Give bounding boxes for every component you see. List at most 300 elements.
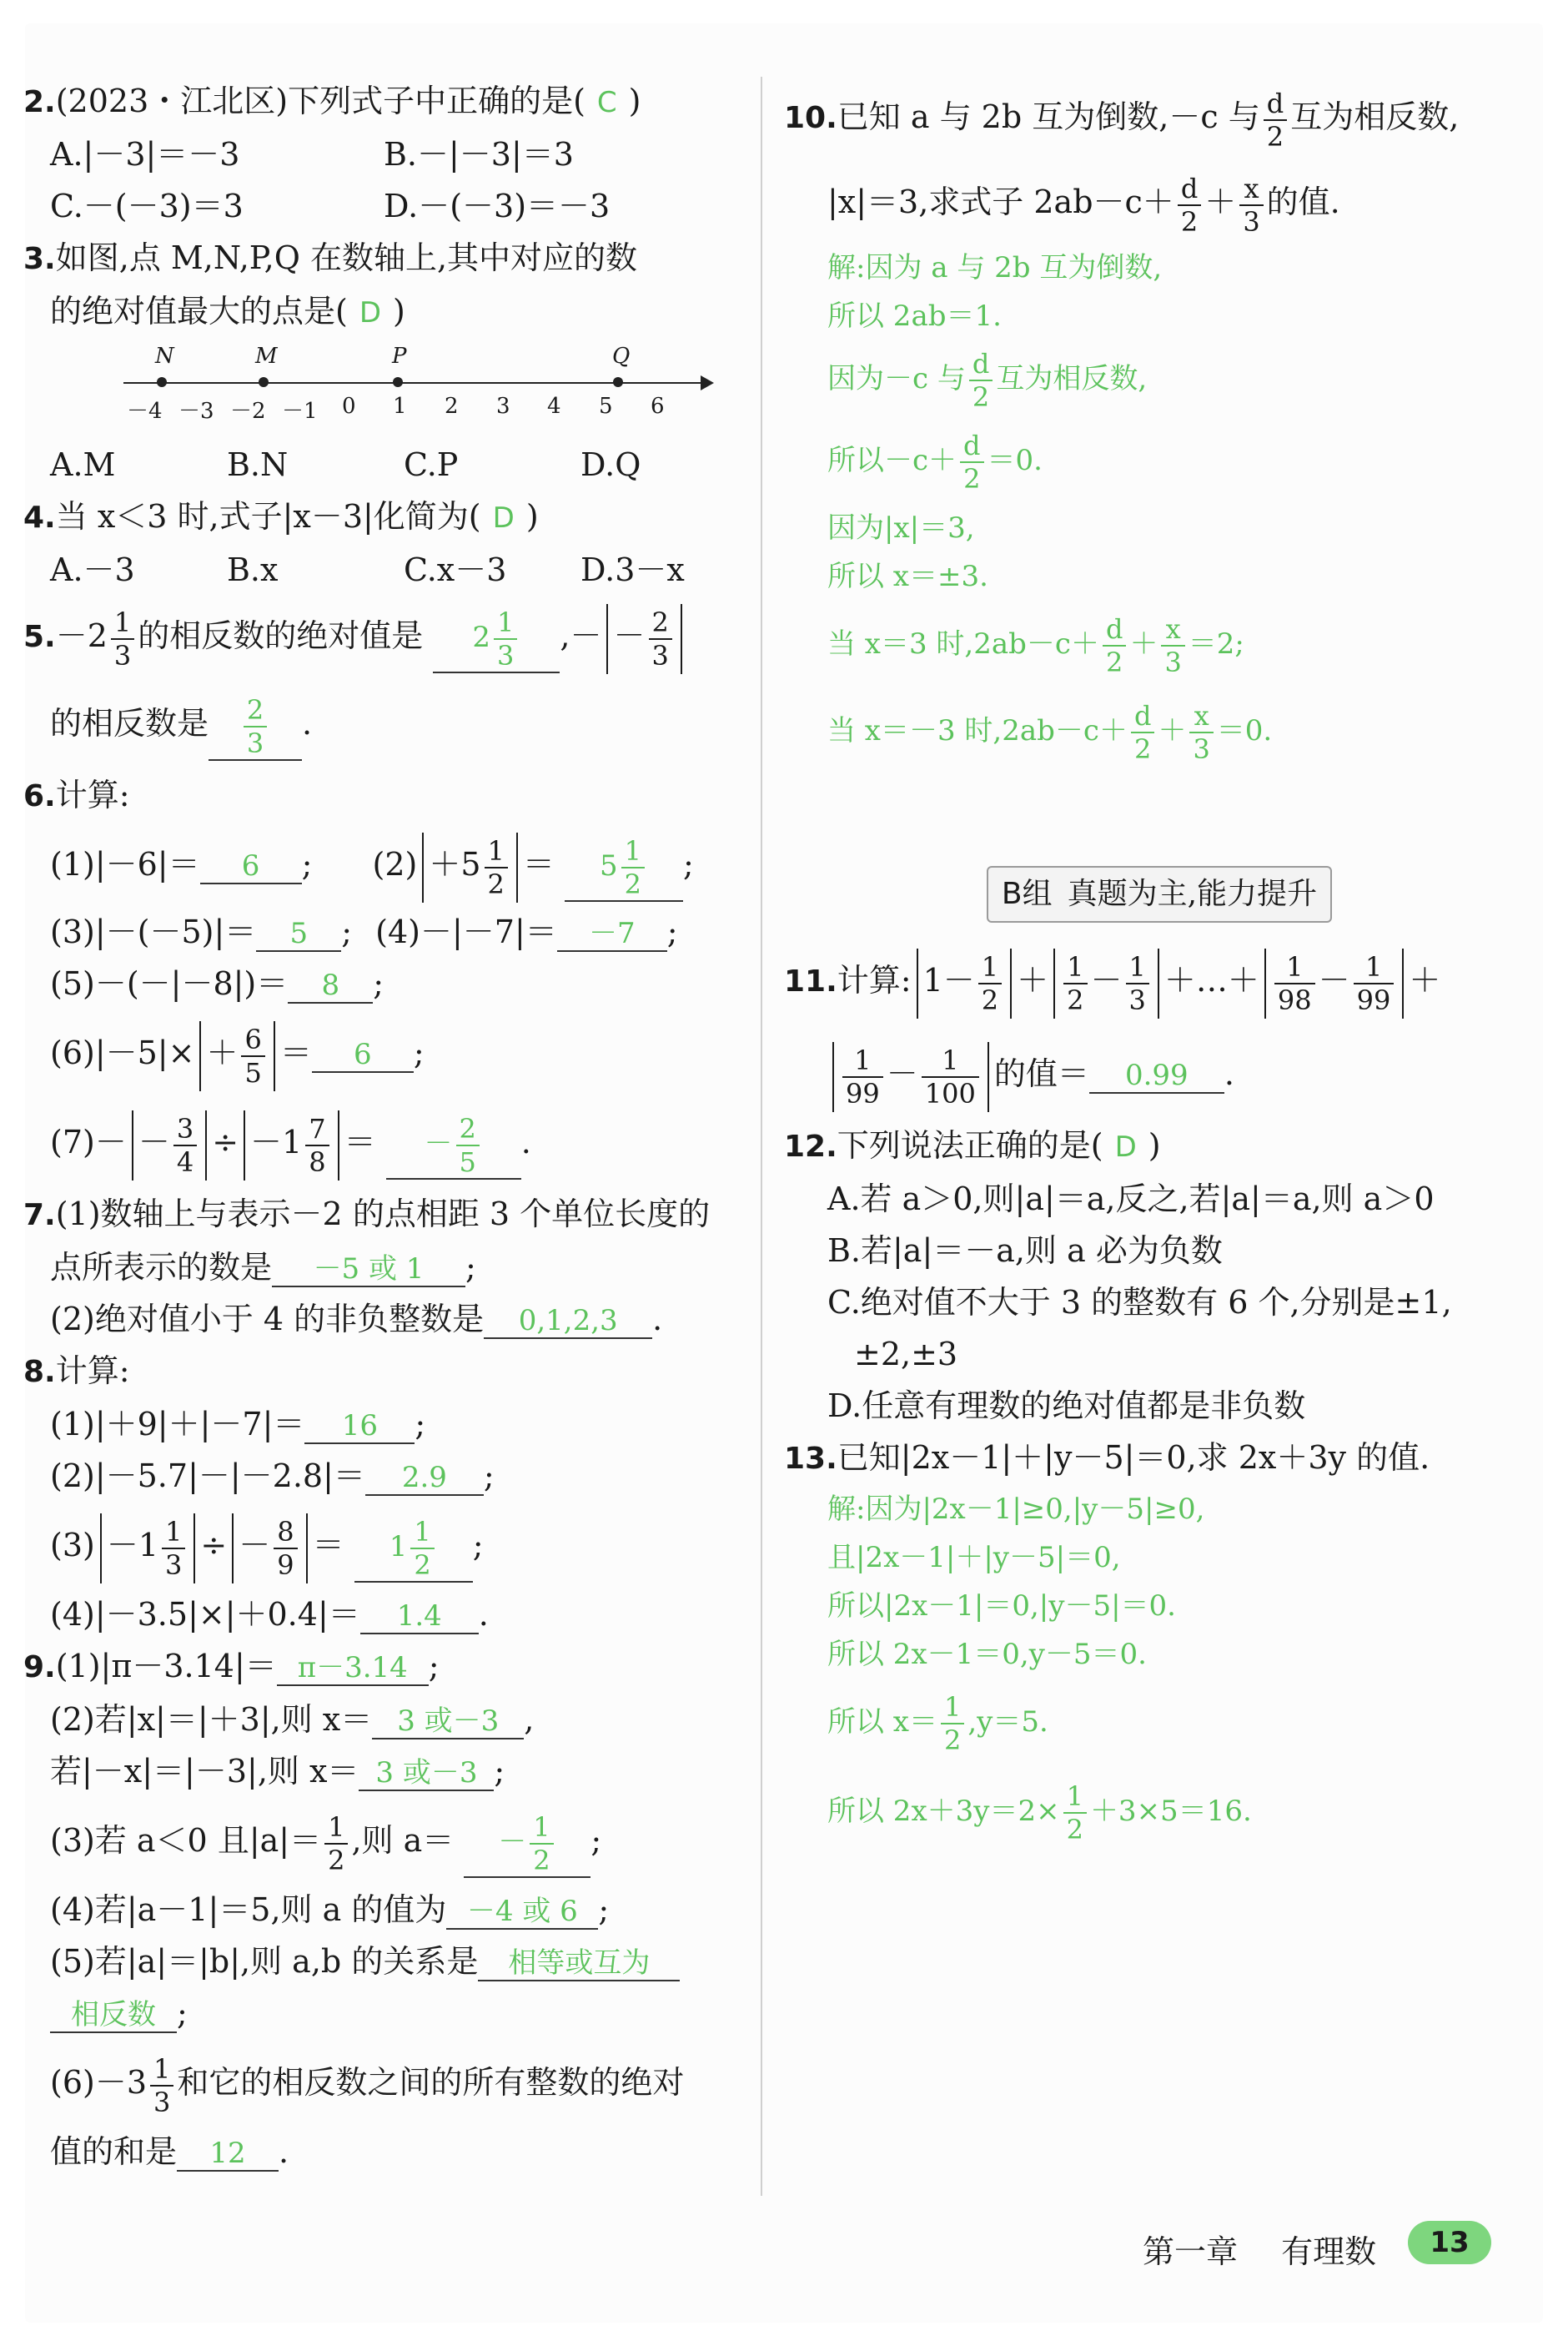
q2-options-row2 <box>23 180 757 232</box>
q10-text-1a: 已知 a 与 2b 互为倒数,－c 与 <box>837 98 1260 135</box>
fraction-denominator: 5 <box>244 1056 262 1089</box>
q6-part1: (1)|－6|＝ <box>50 846 200 883</box>
answer-fraction <box>530 1811 553 1876</box>
q4-number: 4. <box>23 501 56 535</box>
group-b-header <box>784 866 1535 923</box>
q4-option-a: A.－3 <box>50 551 135 588</box>
left-column <box>23 75 757 2177</box>
fraction <box>941 1691 964 1756</box>
tick-label: 4 <box>547 394 561 419</box>
fraction-numerator: 1 <box>922 1045 979 1078</box>
point-n-dot <box>157 377 167 387</box>
q10-solution-step: 所以 2ab＝1. <box>827 300 1002 333</box>
fraction-numerator: 3 <box>173 1113 197 1146</box>
semicolon: ; <box>472 1527 484 1563</box>
number-line-arrow <box>701 375 714 390</box>
q8-title-text: 计算: <box>55 1352 130 1389</box>
q4-answer: D <box>492 501 515 535</box>
fraction-numerator: 1 <box>1274 951 1315 984</box>
q9-row8 <box>23 2039 757 2126</box>
point-m-label: M <box>255 344 278 369</box>
point-m-dot <box>259 377 269 387</box>
fraction <box>150 2053 173 2118</box>
q6-row4 <box>23 1009 757 1096</box>
q7-line2 <box>23 1241 757 1293</box>
q10-solution-step: 解:因为 a 与 2b 互为倒数, <box>827 251 1163 284</box>
q5-minus: － <box>613 617 646 654</box>
number-line <box>23 342 757 434</box>
step-text: ,y＝5. <box>967 1705 1048 1739</box>
fraction-denominator: 3 <box>246 727 264 759</box>
q9-row1 <box>23 1640 757 1694</box>
fraction-numerator: 8 <box>274 1516 297 1549</box>
semicolon: ; <box>494 1753 505 1790</box>
q11-number: 11. <box>784 964 837 999</box>
q6-number: 6. <box>23 779 56 813</box>
q13-solution-step: 所以 2x－1＝0,y－5＝0. <box>827 1638 1147 1671</box>
minus: － <box>1318 962 1350 999</box>
q8-number: 8. <box>23 1355 56 1389</box>
tick-label: 3 <box>496 394 510 419</box>
fraction <box>978 951 1002 1016</box>
q9-part5: (5)若|a|＝|b|,则 a,b 的关系是 <box>50 1943 479 1980</box>
abs-bar <box>606 604 608 674</box>
divide: ÷ <box>212 1124 239 1160</box>
q10-solution-step: 所以 x＝±3. <box>827 560 988 593</box>
abs-bar <box>1402 949 1404 1019</box>
step-text: ＝0. <box>1216 714 1273 748</box>
fraction-numerator: 1 <box>1354 951 1395 984</box>
q2-close: ) <box>628 83 641 119</box>
q6-part7-e: －1 <box>250 1124 303 1160</box>
q8-row2 <box>23 1450 757 1502</box>
q2-options-row1 <box>23 128 757 180</box>
fraction <box>111 607 134 672</box>
tick-label: 2 <box>445 394 459 419</box>
answer-fraction <box>244 694 267 759</box>
q2-answer: C <box>596 86 617 119</box>
q9-part1: (1)|π－3.14|＝ <box>55 1648 277 1684</box>
q3-option-d: D.Q <box>580 446 641 483</box>
step-text: ＝0. <box>987 444 1043 477</box>
fraction-numerator: 1 <box>324 1811 348 1845</box>
q6-part7-b: － <box>138 1124 170 1160</box>
q6-answer-1: 6 <box>200 849 302 884</box>
q13-solution-step <box>827 1679 1535 1765</box>
point-q-label: Q <box>612 344 631 369</box>
fraction-numerator: d <box>960 430 983 463</box>
right-column <box>784 75 1535 1857</box>
fraction-denominator: 4 <box>176 1145 194 1178</box>
q6-title-text: 计算: <box>55 777 130 813</box>
q7-text-1: (1)数轴上与表示－2 的点相距 3 个单位长度的 <box>55 1196 711 1232</box>
q9-answer-4: －4 或 6 <box>446 1895 598 1930</box>
q10-solution <box>784 244 1535 774</box>
tick-label: 6 <box>651 394 665 419</box>
fraction <box>274 1516 297 1581</box>
q13-solution-step: 解:因为|2x－1|≥0,|y－5|≥0, <box>827 1493 1205 1526</box>
fraction-denominator: 2 <box>487 868 505 900</box>
q6-answer-3: 5 <box>256 917 341 952</box>
abs-bar <box>1053 949 1055 1019</box>
q10-solution-step <box>827 417 1535 504</box>
q9-row9 <box>23 2126 757 2177</box>
q9-part3: (3)若 a＜0 且|a|＝ <box>50 1822 322 1859</box>
abs-bar <box>338 1110 339 1181</box>
plus: ＋ <box>1409 962 1441 999</box>
q6-title <box>23 769 757 823</box>
fraction-denominator: 2 <box>963 463 981 495</box>
q10-number: 10. <box>784 101 837 135</box>
q12-answer: D <box>1114 1130 1137 1164</box>
fraction-numerator: 1 <box>941 1691 964 1724</box>
q3-text-1: 如图,点 M,N,P,Q 在数轴上,其中对应的数 <box>55 239 638 276</box>
q7-answer-1: －5 或 1 <box>272 1252 465 1287</box>
q9-answer-1: π－3.14 <box>277 1651 429 1686</box>
plus: ＋ <box>1158 714 1187 748</box>
fraction-denominator: 2 <box>1067 984 1084 1016</box>
abs-bar <box>199 1021 201 1091</box>
fraction-numerator: 2 <box>649 607 672 640</box>
fraction-numerator: 1 <box>1126 951 1149 984</box>
q5-line1 <box>23 596 757 677</box>
plus: ＋ <box>1017 962 1049 999</box>
q12-option-a: A.若 a＞0,则|a|＝a,反之,若|a|＝a,则 a＞0 <box>827 1181 1435 1217</box>
q9-row4 <box>23 1797 757 1884</box>
q11-answer: 0.99 <box>1089 1059 1224 1094</box>
q8-part1: (1)|＋9|＋|－7|＝ <box>50 1406 305 1442</box>
fraction-numerator: d <box>969 348 993 381</box>
fraction-denominator: 2 <box>943 1724 962 1756</box>
q5-pre: －2 <box>55 617 108 654</box>
fraction-numerator: 1 <box>410 1516 434 1549</box>
q3-text-2: 的绝对值最大的点是( <box>50 293 348 330</box>
q6-row1 <box>23 823 757 906</box>
q10-solution-step: 因为|x|＝3, <box>827 511 975 545</box>
step-text: ＝2; <box>1188 627 1244 661</box>
abs-bar <box>1158 949 1159 1019</box>
q2-text: (2023・江北区)下列式子中正确的是( <box>55 83 585 119</box>
fraction-numerator: 7 <box>305 1113 329 1146</box>
semicolon: ; <box>666 914 678 950</box>
fraction <box>1063 951 1087 1016</box>
q9-number: 9. <box>23 1650 56 1684</box>
q6-row5 <box>23 1096 757 1188</box>
fraction-numerator: x <box>1161 613 1184 647</box>
ellipsis: ＋…＋ <box>1163 962 1259 999</box>
q9-answer-2a: 3 或－3 <box>372 1704 524 1739</box>
answer-fraction <box>621 835 645 900</box>
fraction-denominator: 2 <box>972 381 990 413</box>
abs-bar <box>681 604 682 674</box>
fraction-denominator: 98 <box>1277 984 1312 1016</box>
q10-solution-step <box>827 687 1535 774</box>
fraction-numerator: 1 <box>162 1516 185 1549</box>
q10-line2 <box>784 160 1535 244</box>
q13-number: 13. <box>784 1442 837 1476</box>
semicolon: ; <box>301 846 313 883</box>
q7-number: 7. <box>23 1198 56 1232</box>
q12-text: 下列说法正确的是( <box>837 1127 1103 1164</box>
page-footer <box>1143 2226 1376 2272</box>
fraction-denominator: 99 <box>1356 984 1391 1016</box>
tick-label: －2 <box>230 399 266 424</box>
q8-part3-b: －1 <box>106 1527 159 1563</box>
q10-solution-step <box>827 601 1535 687</box>
fraction-denominator: 2 <box>414 1549 431 1581</box>
q3-option-c: C.P <box>404 446 459 483</box>
q6-part3: (3)|－(－5)|＝ <box>50 914 257 950</box>
q8-row3 <box>23 1502 757 1588</box>
q8-part2: (2)|－5.7|－|－2.8|＝ <box>50 1457 365 1494</box>
abs-bar <box>917 949 918 1019</box>
q4-stem <box>23 491 757 544</box>
q9-part4: (4)若|a－1|＝5,则 a 的值为 <box>50 1891 447 1928</box>
fraction <box>1239 173 1263 238</box>
fraction <box>1063 1780 1087 1845</box>
q9-answer-3 <box>464 1811 591 1878</box>
q11-tail: 的值＝ <box>993 1055 1089 1092</box>
q13-solution-step: 所以|2x－1|＝0,|y－5|＝0. <box>827 1589 1176 1623</box>
fraction <box>1189 700 1213 765</box>
fraction-numerator: d <box>1264 88 1287 121</box>
fraction-numerator: x <box>1189 700 1213 733</box>
answer-fraction <box>494 607 517 672</box>
fraction <box>1131 700 1154 765</box>
tick-label: 5 <box>599 394 613 419</box>
step-text: 所以－c＋ <box>827 444 957 477</box>
q12-option-b: B.若|a|＝－a,则 a 必为负数 <box>827 1232 1223 1269</box>
abs-bar <box>1010 949 1012 1019</box>
divide: ÷ <box>200 1527 228 1563</box>
q11-term: 1－ <box>922 962 975 999</box>
q5-line2 <box>23 677 757 769</box>
q9-part3-b: ,则 a＝ <box>351 1822 455 1859</box>
fraction <box>485 835 508 900</box>
fraction <box>969 348 993 413</box>
abs-bar <box>100 1513 102 1583</box>
q9-part2-b: 若|－x|＝|－3|,则 x＝ <box>50 1753 359 1790</box>
abs-bar <box>193 1513 195 1583</box>
group-b-box <box>987 866 1332 923</box>
q8-answer-2: 2.9 <box>365 1461 484 1496</box>
semicolon: ; <box>591 1822 602 1859</box>
fraction <box>922 1045 979 1110</box>
fraction <box>842 1045 883 1110</box>
point-n-label: N <box>155 344 174 369</box>
q5-mid: 的相反数的绝对值是 <box>138 617 424 654</box>
fraction-denominator: 2 <box>624 868 642 900</box>
answer-whole: 1 <box>389 1530 408 1563</box>
step-text: 所以 2x＋3y＝2× <box>827 1795 1060 1828</box>
q9-row5 <box>23 1884 757 1936</box>
fraction <box>1161 613 1184 678</box>
q5-answer-1 <box>433 607 560 673</box>
q3-answer: D <box>359 296 382 330</box>
semicolon: ; <box>598 1891 610 1928</box>
q2-number: 2. <box>23 85 56 119</box>
semicolon: ; <box>683 846 694 883</box>
fraction-denominator: 3 <box>1193 733 1210 765</box>
answer-sign: － <box>424 1127 453 1160</box>
q8-answer-1: 16 <box>304 1409 415 1444</box>
q10-text-1b: 互为相反数, <box>1290 98 1460 135</box>
q8-part3-a: (3) <box>50 1527 95 1563</box>
q2-option-d: D.－(－3)＝－3 <box>384 188 611 224</box>
fraction <box>1103 613 1126 678</box>
q5-answer-2 <box>209 694 302 761</box>
q10-text-2b: 的值. <box>1266 184 1340 220</box>
q8-answer-4: 1.4 <box>360 1599 479 1634</box>
q2-option-c: C.－(－3)＝3 <box>50 188 244 224</box>
q13-text: 已知|2x－1|＋|y－5|＝0,求 2x＋3y 的值. <box>837 1439 1430 1476</box>
q12-option-c-1: C.绝对值不大于 3 的整数有 6 个,分别是±1, <box>827 1284 1452 1321</box>
tick-label: 1 <box>393 394 407 419</box>
abs-bar <box>306 1513 308 1583</box>
fraction-denominator: 2 <box>533 1845 550 1876</box>
q7-line1 <box>23 1188 757 1241</box>
abs-bar <box>832 1042 834 1112</box>
fraction-numerator: 2 <box>244 694 267 727</box>
fraction-denominator: 2 <box>1066 1814 1083 1845</box>
semicolon: ; <box>415 1406 426 1442</box>
fraction-numerator: 1 <box>485 835 508 868</box>
q8-row4 <box>23 1588 757 1640</box>
q12-close: ) <box>1148 1127 1161 1164</box>
q4-close: ) <box>525 498 539 535</box>
fraction-numerator: 6 <box>241 1024 264 1057</box>
period: . <box>652 1301 663 1337</box>
semicolon: ; <box>177 1995 188 2031</box>
q9-answer-5b: 相反数 <box>50 1998 177 2033</box>
q4-options <box>23 544 757 596</box>
q9-answer-2b: 3 或－3 <box>359 1756 494 1791</box>
abs-bar <box>232 1513 234 1583</box>
q6-part2: (2) <box>372 846 418 883</box>
q6-part6-a: (6)|－5|× <box>50 1035 195 1071</box>
step-text: 所以 x＝ <box>827 1705 937 1739</box>
fraction-numerator: 1 <box>150 2053 173 2087</box>
fraction-denominator: 3 <box>1243 205 1260 238</box>
fraction-denominator: 5 <box>459 1146 476 1178</box>
semicolon: ; <box>413 1035 425 1071</box>
fraction-denominator: 3 <box>113 639 132 672</box>
fraction-numerator: d <box>1131 700 1154 733</box>
fraction-denominator: 2 <box>328 1844 345 1876</box>
answer-whole: 5 <box>600 849 618 883</box>
minus: － <box>886 1055 918 1092</box>
q7-line3 <box>23 1293 757 1345</box>
fraction <box>162 1516 185 1581</box>
q13-solution-step <box>827 1765 1535 1857</box>
semicolon: ; <box>428 1648 440 1684</box>
q3-stem-2 <box>23 285 757 339</box>
q13-stem <box>784 1432 1535 1485</box>
fraction-denominator: 3 <box>497 640 515 672</box>
q9-part2-a: (2)若|x|＝|＋3|,则 x＝ <box>50 1701 373 1738</box>
answer-sign: － <box>498 1825 527 1859</box>
q8-row1 <box>23 1398 757 1450</box>
point-p-dot <box>393 377 403 387</box>
fraction <box>173 1113 197 1178</box>
abs-bar <box>205 1110 207 1181</box>
q13-solution <box>784 1485 1535 1857</box>
q6-answer-6: 6 <box>312 1038 414 1073</box>
period: . <box>478 1596 489 1633</box>
q3-close: ) <box>393 293 405 330</box>
step-text: 互为相反数, <box>996 362 1148 395</box>
q2-option-b: B.－|－3|＝3 <box>384 136 574 173</box>
q4-option-c: C.x－3 <box>404 551 507 588</box>
fraction-numerator: 1 <box>978 951 1002 984</box>
q12-stem <box>784 1120 1535 1173</box>
equals: ＝ <box>522 846 555 883</box>
q6-part2-a: ＋5 <box>429 846 481 883</box>
fraction-denominator: 100 <box>924 1077 976 1110</box>
q9-row7 <box>23 1987 757 2039</box>
fraction-denominator: 2 <box>981 984 999 1016</box>
q7-text-2: 点所表示的数是 <box>50 1249 273 1286</box>
q6-part4: (4)－|－7|＝ <box>375 914 557 950</box>
answer-fraction <box>456 1113 480 1178</box>
q2-option-a: A.|－3|＝－3 <box>50 136 240 173</box>
footer-section: 有理数 <box>1281 2233 1377 2270</box>
fraction-numerator: d <box>1103 613 1126 647</box>
column-divider <box>761 77 762 2196</box>
fraction-denominator: 3 <box>1164 647 1182 678</box>
q5-line2-text: 的相反数是 <box>50 705 209 742</box>
abs-bar <box>516 833 518 903</box>
q3-option-a: A.M <box>50 446 116 483</box>
abs-bar <box>132 1110 133 1181</box>
q6-part5: (5)－(－|－8|)＝ <box>50 965 289 1002</box>
q5-comma: ,－ <box>560 617 602 654</box>
fraction-denominator: 2 <box>1266 120 1284 153</box>
period: . <box>520 1124 531 1160</box>
q10-text-2a: |x|＝3,求式子 2ab－c＋ <box>827 184 1174 220</box>
q9-part6-c: 值的和是 <box>50 2133 178 2170</box>
equals: ＝ <box>344 1124 376 1160</box>
step-text: 因为－c 与 <box>827 362 966 395</box>
q6-answer-2 <box>565 835 683 902</box>
answer-whole: 2 <box>472 621 491 654</box>
fraction <box>1274 951 1315 1016</box>
q8-part3-e: － <box>239 1527 271 1563</box>
q9-answer-5a: 相等或互为 <box>478 1946 680 1981</box>
point-p-label: P <box>392 344 407 369</box>
fraction-denominator: 2 <box>1106 647 1123 678</box>
q9-row6 <box>23 1936 757 1987</box>
fraction-numerator: x <box>1239 173 1263 206</box>
step-text: ＋3×5＝16. <box>1089 1795 1252 1828</box>
q6-row2 <box>23 906 757 958</box>
q12-option-c-2: ±2,±3 <box>854 1336 958 1372</box>
fraction <box>1354 951 1395 1016</box>
q12-number: 12. <box>784 1130 837 1164</box>
q10-solution-step <box>827 340 1535 417</box>
fraction-numerator: d <box>1178 173 1201 206</box>
semicolon: ; <box>373 965 384 1002</box>
footer-chapter: 第一章 <box>1143 2233 1239 2270</box>
fraction <box>1264 88 1287 153</box>
q3-option-b: B.N <box>227 446 289 483</box>
equals: ＝ <box>312 1527 344 1563</box>
q6-part6-b: ＋ <box>206 1035 239 1071</box>
q6-part7-a: (7)－ <box>50 1124 127 1160</box>
tick-label: －4 <box>127 399 163 424</box>
semicolon: ; <box>465 1249 476 1286</box>
semicolon: ; <box>341 914 353 950</box>
